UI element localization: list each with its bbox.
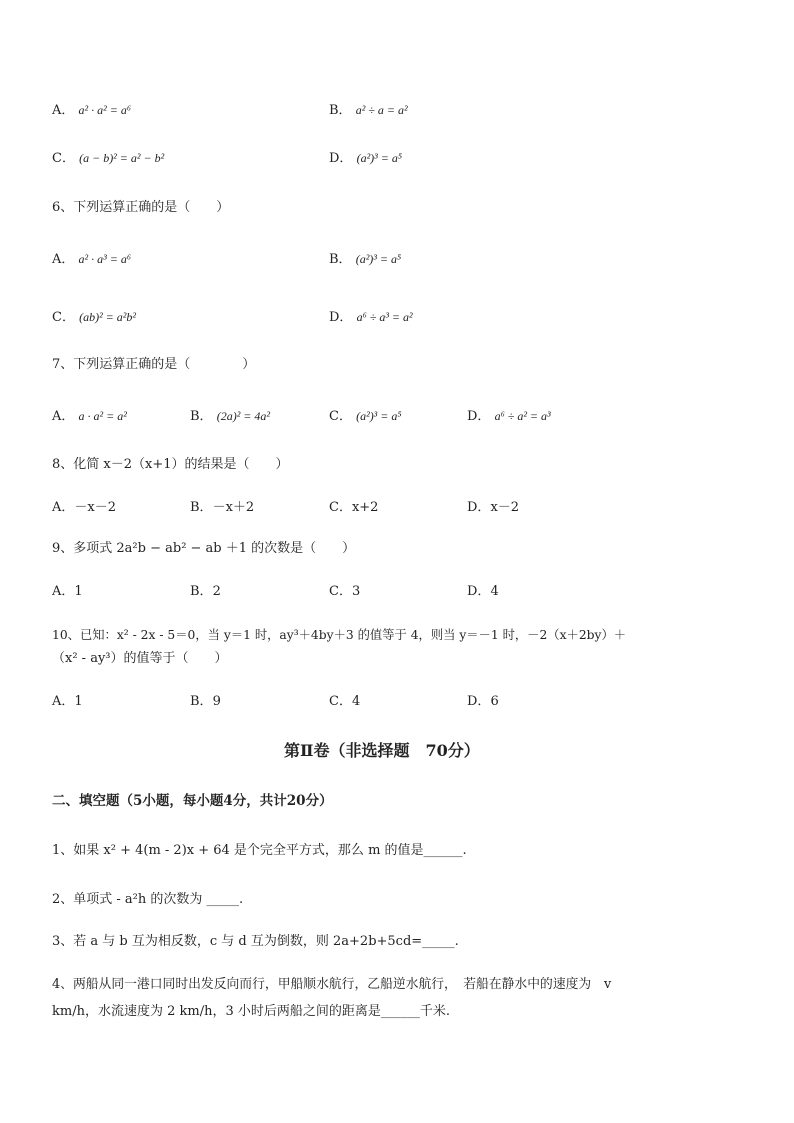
fill-q4-line1: 4、两船从同一港口同时出发反向而行，甲船顺水航行，乙船逆水航行， 若船在静水中的速度为 v <box>52 977 612 992</box>
q8-option-a: A．－x－2 <box>52 500 116 515</box>
q10-stem-line1: 10、已知：x² - 2x - 5＝0，当 y＝1 时，ay³＋4by＋3 的值等于 4，则当 y＝－1 时，－2（x＋2by）＋ <box>52 628 627 642</box>
q10-option-d: D．6 <box>467 694 499 709</box>
fill-q1: 1、如果 x² + 4(m - 2)x + 64 是个完全平方式，那么 m 的值是______. <box>52 843 467 858</box>
q6-stem: 6、下列运算正确的是（ ） <box>52 200 230 215</box>
q9-option-a: A．1 <box>52 584 83 599</box>
q7-option-b: B． (2a)² = 4a² <box>190 409 270 424</box>
q6-option-c: C． (ab)² = a²b² <box>52 310 136 325</box>
q10-option-c: C．4 <box>329 694 361 709</box>
fill-q4-line2: km/h，水流速度为 2 km/h，3 小时后两船之间的距离是______千米. <box>52 1004 450 1019</box>
q7-option-d: D． a⁶ ÷ a² = a³ <box>467 409 551 424</box>
section2-heading: 二、填空题（5小题，每小题4分，共计20分） <box>52 793 333 809</box>
q8-option-c: C．x+2 <box>329 500 379 515</box>
q10-stem-line2: （x² - ay³）的值等于（ ） <box>52 651 228 666</box>
q8-option-d: D．x－2 <box>467 500 520 515</box>
q10-option-b: B．9 <box>190 694 221 709</box>
part2-title: 第Ⅱ卷（非选择题 70分） <box>284 741 480 760</box>
q9-stem: 9、多项式 2a²b − ab² − ab ＋1 的次数是（ ） <box>52 541 356 556</box>
q5-option-a: A． a² · a² = a⁶ <box>52 103 131 118</box>
q10-option-a: A．1 <box>52 694 83 709</box>
q6-option-d: D． a⁶ ÷ a³ = a² <box>329 310 413 325</box>
fill-q3: 3、若 a 与 b 互为相反数，c 与 d 互为倒数，则 2a+2b+5cd=_____. <box>52 934 459 949</box>
q7-option-c: C． (a²)³ = a⁵ <box>329 409 402 424</box>
q9-option-b: B．2 <box>190 584 221 599</box>
q9-option-d: D．4 <box>467 584 499 599</box>
q8-stem: 8、化简 x－2（x+1）的结果是（ ） <box>52 457 289 472</box>
q8-option-b: B．－x＋2 <box>190 500 255 515</box>
q6-option-b: B． (a²)³ = a⁵ <box>329 252 402 267</box>
q5-option-c: C． (a − b)² = a² − b² <box>52 151 165 166</box>
q6-option-a: A． a² · a³ = a⁶ <box>52 252 131 267</box>
q7-option-a: A． a · a² = a² <box>52 409 127 424</box>
q5-option-b: B． a² ÷ a = a² <box>329 103 408 118</box>
q7-stem: 7、下列运算正确的是（ ） <box>52 357 256 372</box>
q9-option-c: C．3 <box>329 584 361 599</box>
q5-option-d: D． (a²)³ = a⁵ <box>329 151 403 166</box>
fill-q2: 2、单项式 - a²h 的次数为 _____. <box>52 892 244 907</box>
